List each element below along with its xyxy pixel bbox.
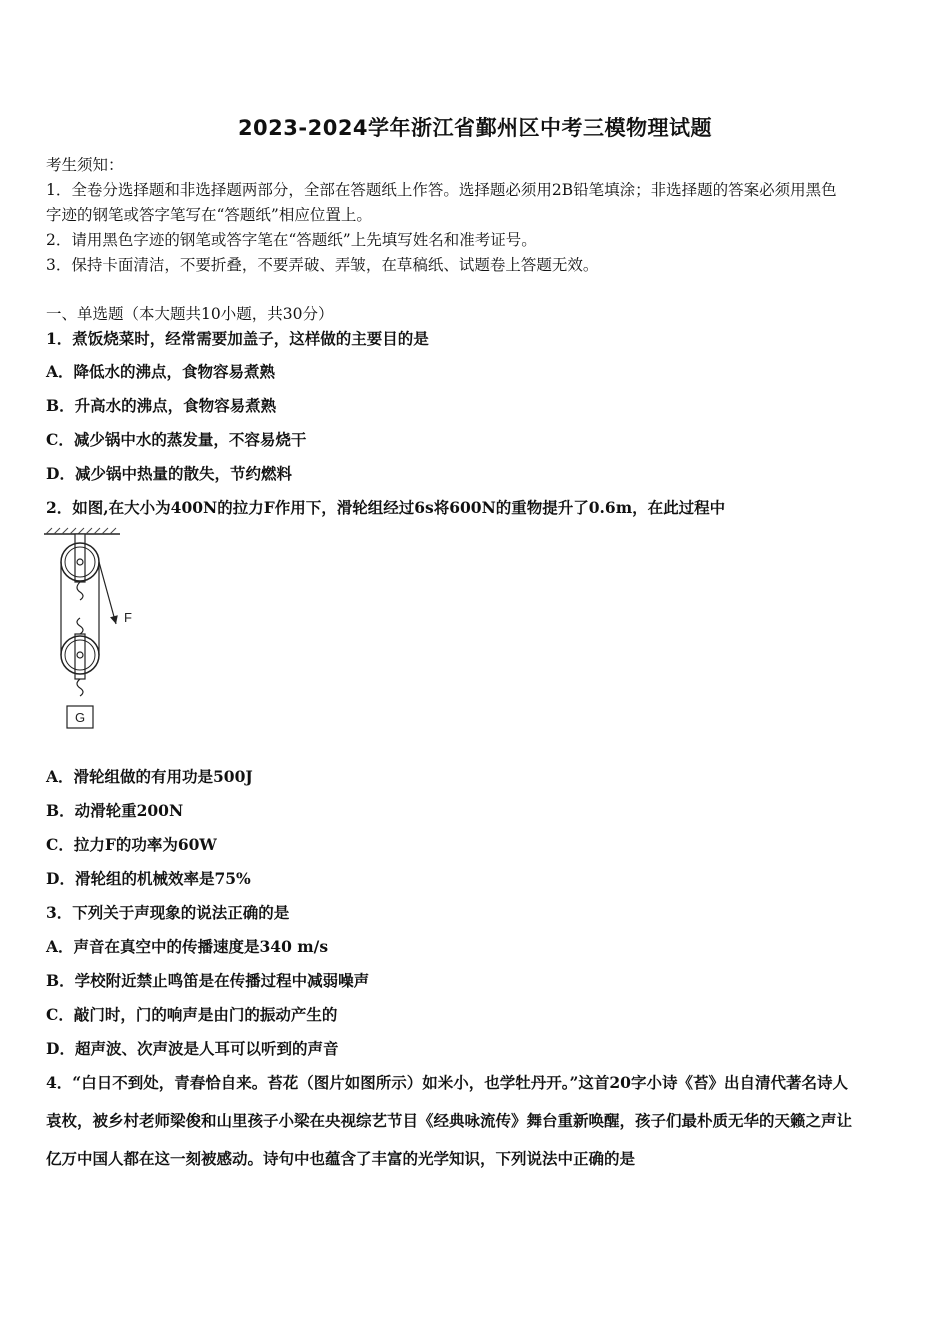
movable-pulley-top-hook: [77, 618, 83, 634]
q1-option-a: A．降低水的沸点，食物容易煮熟: [46, 362, 276, 381]
q3-option-c: C．敲门时，门的响声是由门的振动产生的: [46, 1005, 338, 1024]
pulley-figure: [40, 526, 160, 736]
fixed-pulley-bracket: [75, 534, 85, 582]
question-4-line: 4．“白日不到处，青春恰自来。苔花（图片如图所示）如米小，也学牡丹开。”这首20字小诗《苔》出自清代著名诗人: [46, 1073, 848, 1092]
q2-option-d: D．滑轮组的机械效率是75%: [46, 869, 251, 888]
force-arrow-head: [110, 615, 120, 625]
question-4-line: 亿万中国人都在这一刻被感动。诗句中也蕴含了丰富的光学知识，下列说法中正确的是: [46, 1149, 636, 1168]
q1-option-d: D．减少锅中热量的散失，节约燃料: [46, 464, 292, 483]
q3-option-a: A．声音在真空中的传播速度是340 m/s: [46, 937, 329, 956]
q3-option-b: B．学校附近禁止鸣笛是在传播过程中减弱噪声: [46, 971, 370, 990]
q2-option-b: B．动滑轮重200N: [46, 801, 184, 820]
ceiling-hatch: [46, 528, 116, 534]
question-1-stem: 1．煮饭烧菜时，经常需要加盖子，这样做的主要目的是: [46, 329, 429, 348]
movable-pulley-axle: [77, 652, 83, 658]
section-heading: 一、单选题（本大题共10小题，共30分）: [46, 305, 334, 323]
notice-item: 3．保持卡面清洁，不要折叠，不要弄破、弄皱，在草稿纸、试题卷上答题无效。: [46, 256, 599, 274]
pulley-diagram: [40, 526, 160, 736]
notice-heading: 考生须知：: [46, 156, 124, 174]
q3-option-d: D．超声波、次声波是人耳可以听到的声音: [46, 1039, 339, 1058]
page-title: 2023-2024学年浙江省鄞州区中考三模物理试题: [237, 116, 713, 140]
question-2-stem: 2．如图,在大小为400N的拉力F作用下，滑轮组经过6s将600N的重物提升了0.6m，在此过程中: [46, 498, 726, 517]
lower-hook: [77, 679, 83, 696]
notice-item: 1．全卷分选择题和非选择题两部分，全部在答题纸上作答。选择题必须用2B铅笔填涂；非选择题的答案必须用黑色: [46, 181, 837, 199]
q2-option-a: A．滑轮组做的有用功是500J: [46, 767, 253, 786]
weight-label: G: [74, 710, 86, 725]
q1-option-c: C．减少锅中水的蒸发量，不容易烧干: [46, 430, 307, 449]
notice-item: 字迹的钢笔或答字笔写在“答题纸”相应位置上。: [46, 206, 372, 224]
q1-option-b: B．升高水的沸点，食物容易煮熟: [46, 396, 277, 415]
force-label: F: [124, 610, 132, 625]
q2-option-c: C．拉力F的功率为60W: [46, 835, 217, 854]
rope-free-end: [99, 562, 116, 624]
question-3-stem: 3．下列关于声现象的说法正确的是: [46, 903, 290, 922]
fixed-pulley-hook: [77, 582, 83, 600]
notice-item: 2．请用黑色字迹的钢笔或答字笔在“答题纸”上先填写姓名和准考证号。: [46, 231, 537, 249]
question-4-line: 袁枚，被乡村老师梁俊和山里孩子小梁在央视综艺节目《经典咏流传》舞台重新唤醒，孩子们最朴质无华的天籁之声让: [46, 1111, 853, 1130]
fixed-pulley-axle: [77, 559, 83, 565]
